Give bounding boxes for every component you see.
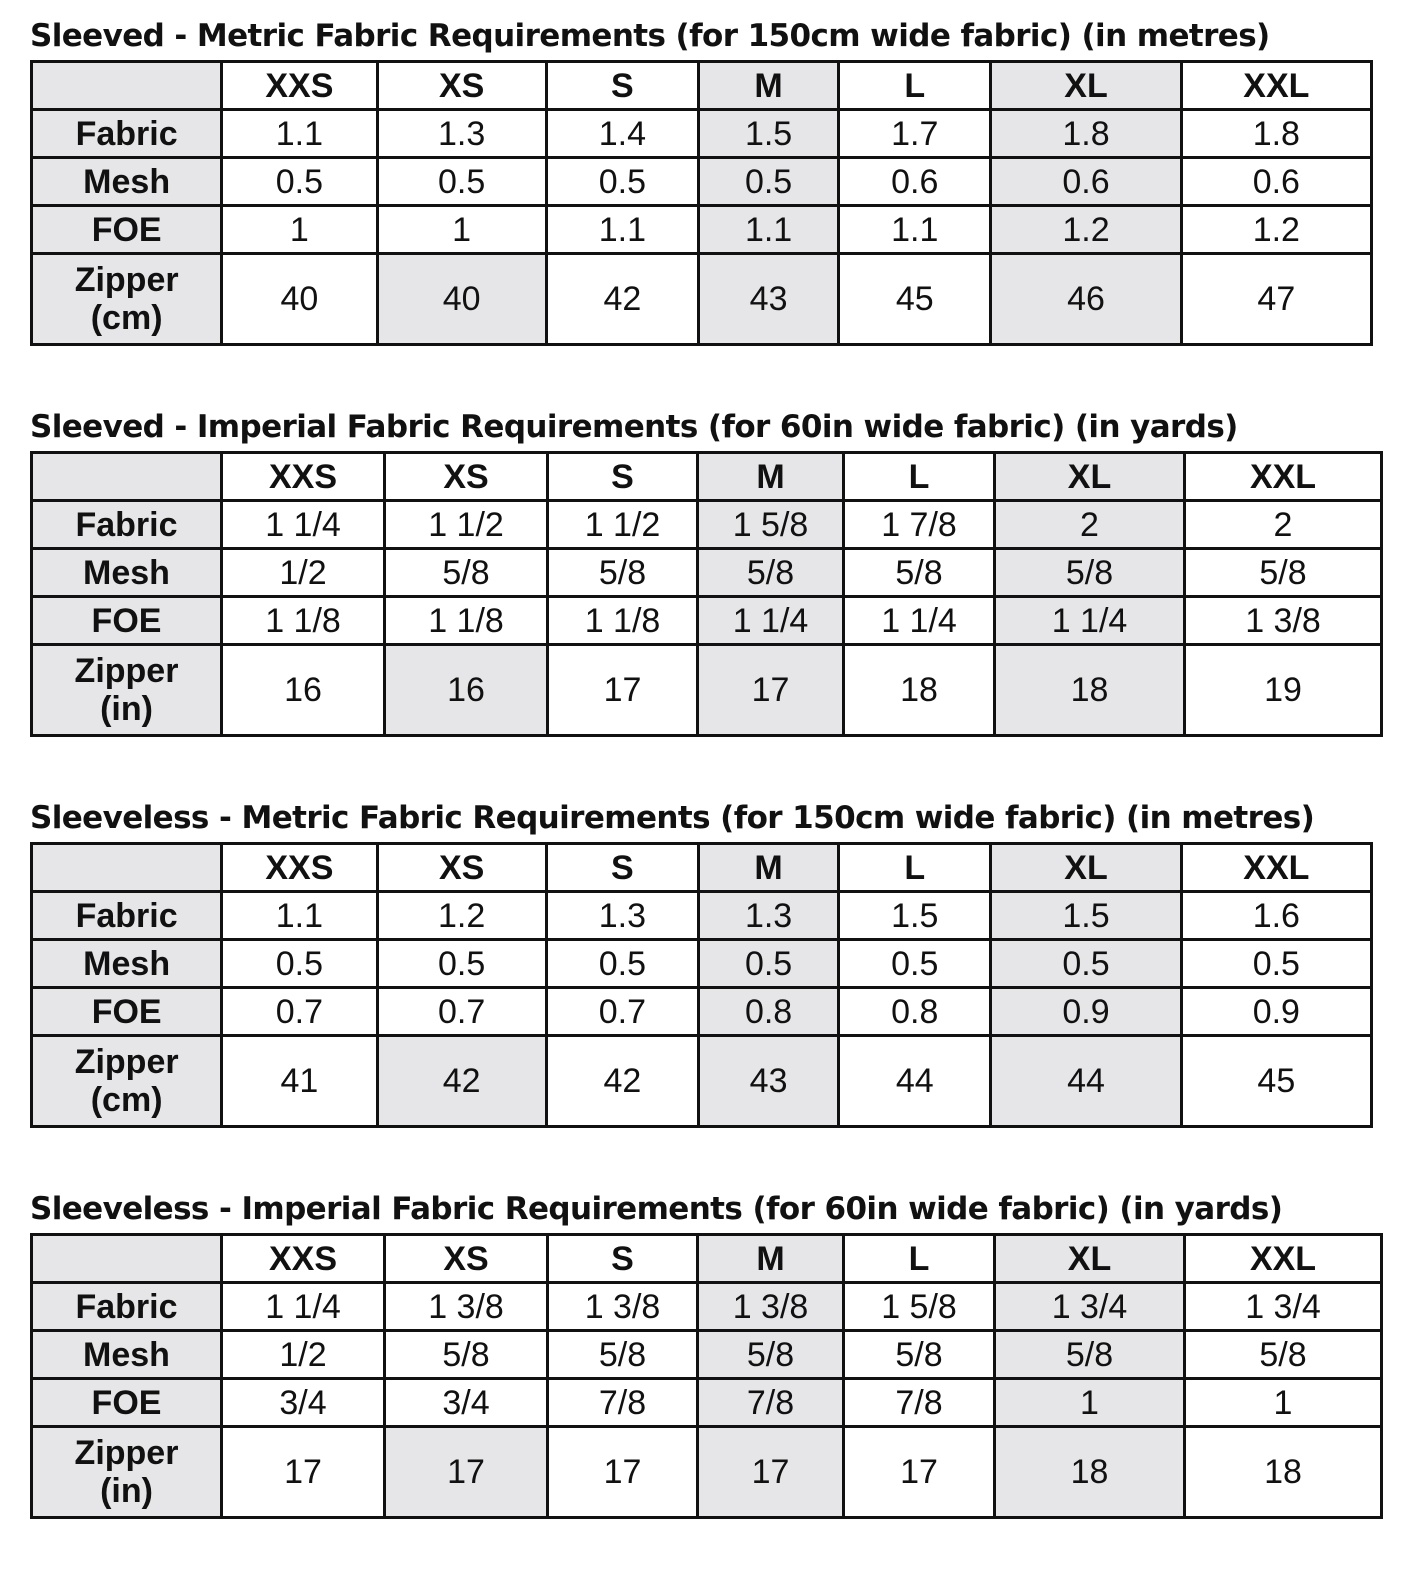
row-label <box>32 254 222 345</box>
value-cell: 0.7 <box>546 988 698 1036</box>
value-cell: 0.5 <box>546 940 698 988</box>
value-cell: 7/8 <box>844 1379 995 1427</box>
value-cell: 0.5 <box>1181 940 1371 988</box>
value-cell: 1 1/2 <box>548 501 698 549</box>
value-cell: 1.5 <box>839 892 991 940</box>
corner-cell <box>32 453 222 501</box>
size-header: XS <box>377 62 546 110</box>
corner-cell <box>32 1235 222 1283</box>
value-cell: 5/8 <box>698 1331 844 1379</box>
value-cell: 46 <box>991 254 1181 345</box>
row-label: Mesh <box>32 549 222 597</box>
value-cell: 1 3/8 <box>385 1283 548 1331</box>
value-cell: 17 <box>548 645 698 736</box>
value-cell: 5/8 <box>844 1331 995 1379</box>
table-row <box>32 206 1372 254</box>
value-cell: 1 1/8 <box>385 597 548 645</box>
fabric-table <box>30 451 1383 737</box>
value-cell: 1.3 <box>546 892 698 940</box>
value-cell: 1 <box>995 1379 1185 1427</box>
section-sleeveless-imperial <box>30 1187 1383 1519</box>
table-row <box>32 645 1382 736</box>
size-header: S <box>546 844 698 892</box>
value-cell: 44 <box>991 1036 1181 1127</box>
value-cell: 1.1 <box>222 110 377 158</box>
value-cell: 1.1 <box>222 892 377 940</box>
row-label-unit: (in) <box>100 1472 153 1510</box>
size-header: M <box>698 844 838 892</box>
value-cell: 1 7/8 <box>844 501 995 549</box>
row-label: Fabric <box>32 501 222 549</box>
section-sleeved-imperial <box>30 405 1383 737</box>
value-cell: 17 <box>222 1427 385 1518</box>
value-cell: 5/8 <box>995 1331 1185 1379</box>
table-title: Sleeveless - Imperial Fabric Requirements (for 60in wide fabric) (in yards) <box>30 1191 1283 1227</box>
size-header: L <box>844 1235 995 1283</box>
size-header: L <box>839 62 991 110</box>
row-label: Fabric <box>32 1283 222 1331</box>
row-label: FOE <box>32 206 222 254</box>
value-cell: 3/4 <box>222 1379 385 1427</box>
value-cell: 1.4 <box>546 110 698 158</box>
size-header: S <box>546 62 698 110</box>
value-cell: 0.5 <box>991 940 1181 988</box>
row-label: Mesh <box>32 940 222 988</box>
size-header: XXS <box>222 1235 385 1283</box>
value-cell: 0.5 <box>377 158 546 206</box>
value-cell: 1.1 <box>839 206 991 254</box>
fabric-table <box>30 60 1373 346</box>
value-cell: 1.8 <box>991 110 1181 158</box>
value-cell: 42 <box>377 1036 546 1127</box>
value-cell: 44 <box>839 1036 991 1127</box>
header-row <box>32 844 1372 892</box>
size-header: M <box>698 62 838 110</box>
value-cell: 0.7 <box>222 988 377 1036</box>
value-cell: 1 1/8 <box>222 597 385 645</box>
value-cell: 1 3/4 <box>995 1283 1185 1331</box>
value-cell: 1/2 <box>222 549 385 597</box>
value-cell: 1.7 <box>839 110 991 158</box>
value-cell: 1.3 <box>698 892 838 940</box>
value-cell: 1 1/4 <box>995 597 1185 645</box>
value-cell: 1.2 <box>1181 206 1371 254</box>
section-sleeved-metric <box>30 14 1373 346</box>
table-row <box>32 501 1382 549</box>
value-cell: 40 <box>222 254 377 345</box>
size-header: XXL <box>1185 453 1382 501</box>
size-header: XXL <box>1185 1235 1382 1283</box>
row-label-line: Zipper <box>74 652 179 690</box>
table-row <box>32 1331 1382 1379</box>
table-row <box>32 1036 1372 1127</box>
value-cell: 45 <box>839 254 991 345</box>
value-cell: 1.1 <box>546 206 698 254</box>
value-cell: 0.5 <box>698 940 838 988</box>
value-cell: 47 <box>1181 254 1371 345</box>
value-cell: 18 <box>995 1427 1185 1518</box>
table-row <box>32 1283 1382 1331</box>
value-cell: 0.5 <box>698 158 838 206</box>
row-label: FOE <box>32 597 222 645</box>
value-cell: 45 <box>1181 1036 1371 1127</box>
value-cell: 18 <box>844 645 995 736</box>
value-cell: 0.7 <box>377 988 546 1036</box>
size-header: XL <box>995 453 1185 501</box>
row-label <box>32 645 222 736</box>
value-cell: 43 <box>698 254 838 345</box>
value-cell: 19 <box>1185 645 1382 736</box>
row-label: Fabric <box>32 110 222 158</box>
value-cell: 5/8 <box>698 549 844 597</box>
value-cell: 17 <box>385 1427 548 1518</box>
value-cell: 0.5 <box>546 158 698 206</box>
value-cell: 1 3/4 <box>1185 1283 1382 1331</box>
value-cell: 1 3/8 <box>548 1283 698 1331</box>
value-cell: 3/4 <box>385 1379 548 1427</box>
value-cell: 1 3/8 <box>1185 597 1382 645</box>
value-cell: 1.8 <box>1181 110 1371 158</box>
value-cell: 2 <box>1185 501 1382 549</box>
value-cell: 0.6 <box>1181 158 1371 206</box>
value-cell: 16 <box>385 645 548 736</box>
size-header: XL <box>991 844 1181 892</box>
value-cell: 18 <box>1185 1427 1382 1518</box>
value-cell: 1 1/4 <box>698 597 844 645</box>
size-header: S <box>548 1235 698 1283</box>
size-header: XXS <box>222 453 385 501</box>
size-header: S <box>548 453 698 501</box>
value-cell: 1.2 <box>991 206 1181 254</box>
value-cell: 5/8 <box>548 549 698 597</box>
row-label: Mesh <box>32 1331 222 1379</box>
value-cell: 1 5/8 <box>844 1283 995 1331</box>
size-header: XXL <box>1181 844 1371 892</box>
table-row <box>32 254 1372 345</box>
value-cell: 1/2 <box>222 1331 385 1379</box>
fabric-table <box>30 1233 1383 1519</box>
value-cell: 1.3 <box>377 110 546 158</box>
size-header: XXL <box>1181 62 1371 110</box>
row-label-unit: (cm) <box>90 1081 163 1119</box>
value-cell: 0.5 <box>222 158 377 206</box>
value-cell: 1 <box>222 206 377 254</box>
table-row <box>32 158 1372 206</box>
table-row <box>32 988 1372 1036</box>
value-cell: 0.9 <box>991 988 1181 1036</box>
table-row <box>32 549 1382 597</box>
value-cell: 5/8 <box>548 1331 698 1379</box>
value-cell: 5/8 <box>1185 1331 1382 1379</box>
value-cell: 0.6 <box>991 158 1181 206</box>
row-label-line: Zipper <box>74 1043 179 1081</box>
value-cell: 1 1/4 <box>222 501 385 549</box>
table-title: Sleeved - Imperial Fabric Requirements (for 60in wide fabric) (in yards) <box>30 409 1238 445</box>
size-header: L <box>839 844 991 892</box>
value-cell: 41 <box>222 1036 377 1127</box>
corner-cell <box>32 62 222 110</box>
row-label-line: Zipper <box>74 261 179 299</box>
value-cell: 40 <box>377 254 546 345</box>
value-cell: 1 1/2 <box>385 501 548 549</box>
value-cell: 1 1/4 <box>222 1283 385 1331</box>
size-header: XL <box>995 1235 1185 1283</box>
value-cell: 42 <box>546 254 698 345</box>
value-cell: 1 1/8 <box>548 597 698 645</box>
value-cell: 0.9 <box>1181 988 1371 1036</box>
value-cell: 5/8 <box>385 549 548 597</box>
value-cell: 5/8 <box>995 549 1185 597</box>
section-sleeveless-metric <box>30 796 1373 1128</box>
size-header: XS <box>385 1235 548 1283</box>
value-cell: 0.8 <box>839 988 991 1036</box>
header-row <box>32 1235 1382 1283</box>
size-header: XS <box>385 453 548 501</box>
row-label <box>32 1036 222 1127</box>
value-cell: 0.5 <box>222 940 377 988</box>
value-cell: 18 <box>995 645 1185 736</box>
value-cell: 17 <box>844 1427 995 1518</box>
value-cell: 7/8 <box>548 1379 698 1427</box>
value-cell: 5/8 <box>385 1331 548 1379</box>
table-row <box>32 1427 1382 1518</box>
value-cell: 7/8 <box>698 1379 844 1427</box>
row-label <box>32 1427 222 1518</box>
value-cell: 5/8 <box>1185 549 1382 597</box>
value-cell: 17 <box>698 1427 844 1518</box>
value-cell: 17 <box>698 645 844 736</box>
size-header: XXS <box>222 844 377 892</box>
value-cell: 43 <box>698 1036 838 1127</box>
header-row <box>32 62 1372 110</box>
value-cell: 1.6 <box>1181 892 1371 940</box>
row-label-unit: (in) <box>100 690 153 728</box>
value-cell: 1 <box>377 206 546 254</box>
table-row <box>32 892 1372 940</box>
value-cell: 1 3/8 <box>698 1283 844 1331</box>
header-row <box>32 453 1382 501</box>
value-cell: 16 <box>222 645 385 736</box>
row-label: Fabric <box>32 892 222 940</box>
value-cell: 1.5 <box>698 110 838 158</box>
row-label-line: Zipper <box>74 1434 179 1472</box>
row-label: FOE <box>32 1379 222 1427</box>
row-label: Mesh <box>32 158 222 206</box>
corner-cell <box>32 844 222 892</box>
size-header: L <box>844 453 995 501</box>
value-cell: 5/8 <box>844 549 995 597</box>
size-header: XXS <box>222 62 377 110</box>
value-cell: 0.5 <box>377 940 546 988</box>
table-title: Sleeveless - Metric Fabric Requirements (for 150cm wide fabric) (in metres) <box>30 800 1315 836</box>
value-cell: 1.5 <box>991 892 1181 940</box>
size-header: XL <box>991 62 1181 110</box>
value-cell: 1.2 <box>377 892 546 940</box>
size-header: XS <box>377 844 546 892</box>
value-cell: 1 1/4 <box>844 597 995 645</box>
value-cell: 2 <box>995 501 1185 549</box>
value-cell: 0.8 <box>698 988 838 1036</box>
value-cell: 0.6 <box>839 158 991 206</box>
table-row <box>32 1379 1382 1427</box>
table-row <box>32 110 1372 158</box>
fabric-table <box>30 842 1373 1128</box>
value-cell: 17 <box>548 1427 698 1518</box>
size-header: M <box>698 1235 844 1283</box>
value-cell: 1.1 <box>698 206 838 254</box>
row-label: FOE <box>32 988 222 1036</box>
row-label-unit: (cm) <box>90 299 163 337</box>
value-cell: 0.5 <box>839 940 991 988</box>
value-cell: 1 <box>1185 1379 1382 1427</box>
table-row <box>32 940 1372 988</box>
value-cell: 1 5/8 <box>698 501 844 549</box>
size-header: M <box>698 453 844 501</box>
value-cell: 42 <box>546 1036 698 1127</box>
table-title: Sleeved - Metric Fabric Requirements (for 150cm wide fabric) (in metres) <box>30 18 1270 54</box>
table-row <box>32 597 1382 645</box>
